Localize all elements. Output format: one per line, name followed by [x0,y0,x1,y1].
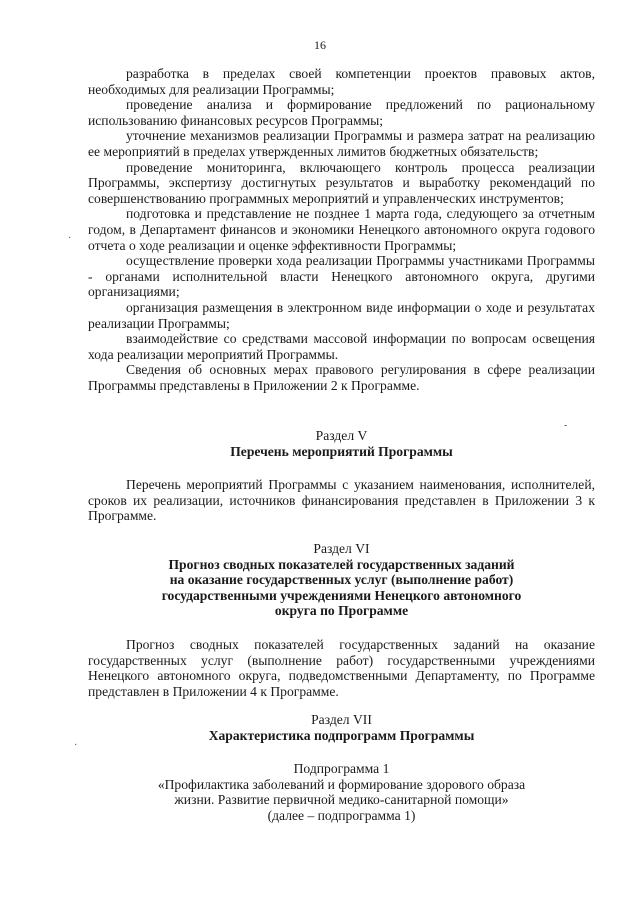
measures-list [88,66,595,393]
section-7 [88,712,595,824]
section-5 [88,428,595,524]
section-6-title-line: на оказание государственных услуг (выполнение работ) [169,572,514,588]
list-item: проведение мониторинга, включающего контроль процесса реализации Программы, экспертизу достигнутых результатов и выработку рекомендаций по совершенствованию программных мероприятий и управленческих инструментов; [88,159,595,206]
list-item: Сведения об основных мерах правового регулирования в сфере реализации Программы представлены в Приложении 2 к Программе. [88,362,595,393]
section-5-label: Раздел V [315,428,368,443]
scan-mark: - [564,420,568,431]
section-6-title-line: округа по Программе [274,603,409,619]
subprogram-title-line: «Профилактика заболеваний и формирование здорового образа [157,776,526,792]
subprogram-title-line: жизни. Развитие первичной медико-санитарной помощи» [174,792,509,808]
list-item: организация размещения в электронном виде информации о ходе и результатах реализации Программы; [88,299,595,331]
section-6 [88,541,595,699]
list-item: осуществление проверки хода реализации Программы участниками Программы - органами исполнительной власти Ненецкого автономного округа, другими организациями; [88,253,595,300]
scan-mark: · [74,740,78,751]
list-item: подготовка и представление не позднее 1 марта года, следующего за отчетным годом, в Департамент финансов и экономики Ненецкого автономного округа годового отчета о ходе реализации и оценке эффективности Программы; [88,206,595,253]
section-6-title-line: государственными учреждениями Ненецкого автономного [161,587,522,603]
section-5-title: Перечень мероприятий Программы [230,443,453,459]
section-5-text: Перечень мероприятий Программы с указанием наименования, исполнителей, сроков их реализации, источников финансирования представлен в Приложении 3 к Программе. [88,477,595,524]
scan-mark: · [68,233,72,244]
list-item: проведение анализа и формирование предложений по рациональному использованию финансовых ресурсов Программы; [88,97,595,128]
subprogram-label: Подпрограмма 1 [293,761,390,777]
list-item: уточнение механизмов реализации Программы и размера затрат на реализацию ее мероприятий в пределах утвержденных лимитов бюджетных обязательств; [88,128,595,159]
section-7-title: Характеристика подпрограмм Программы [208,727,475,743]
list-item: разработка в пределах своей компетенции проектов правовых актов, необходимых для реализации Программы; [88,66,595,97]
section-6-label: Раздел VI [313,541,370,556]
list-item: взаимодействие со средствами массовой информации по вопросам освещения хода реализации мероприятий Программы. [88,331,595,362]
page-number: 16 [314,38,326,52]
section-6-text: Прогноз сводных показателей государственных заданий на оказание государственных услуг (выполнение работ) государственными учреждениями Ненецкого автономного округа, подведомственными Департаменту, по Программе представлен в Приложении 4 к Программе. [88,636,595,699]
subprogram-note: (далее – подпрограмма 1) [267,807,416,823]
section-7-label: Раздел VII [311,712,372,727]
section-6-title-line: Прогноз сводных показателей государственных заданий [168,556,515,572]
